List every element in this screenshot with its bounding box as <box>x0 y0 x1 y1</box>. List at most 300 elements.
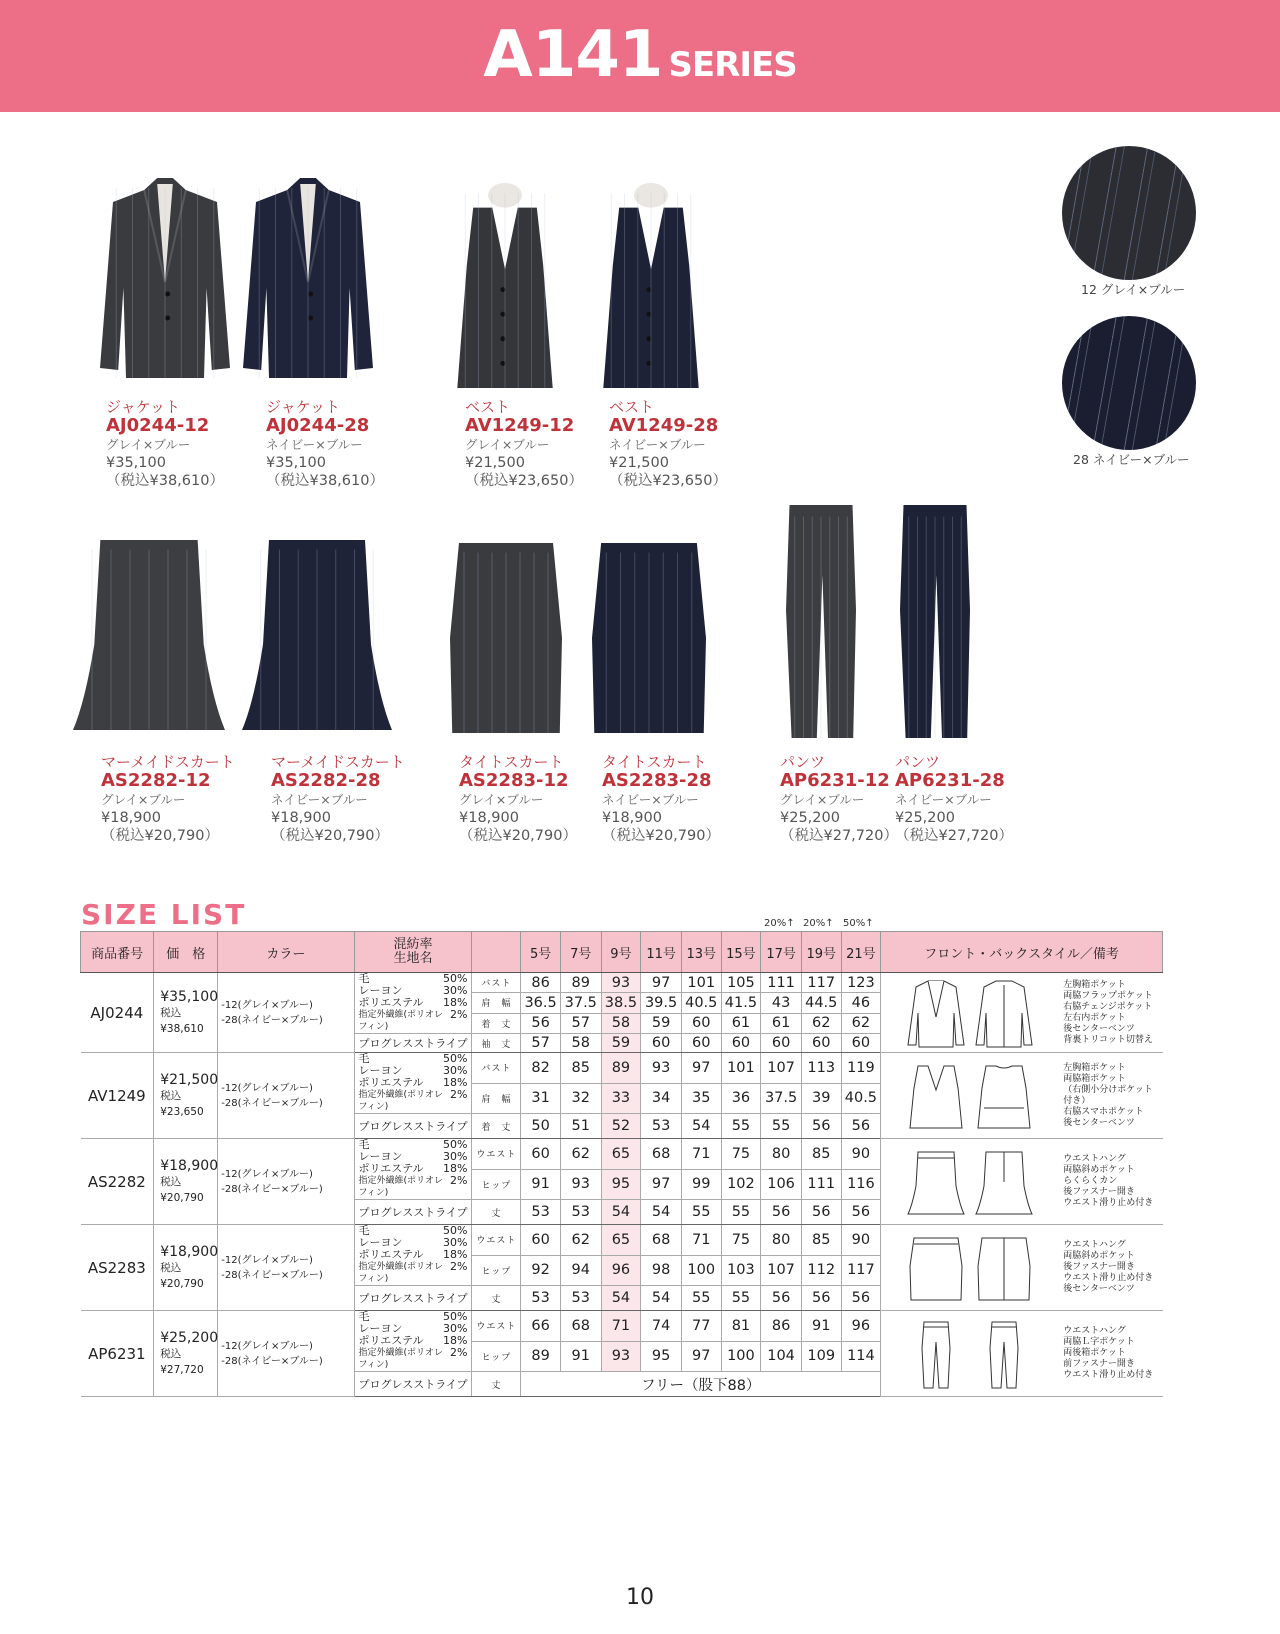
product-price-tax: （税込¥38,610） <box>106 473 224 489</box>
size-value: 117 <box>841 1255 881 1286</box>
product-category: タイトスカート <box>602 753 707 771</box>
style-note: 後ファスナー開き <box>1063 1187 1135 1197</box>
product-caption <box>271 753 405 845</box>
size-value: 71 <box>681 1139 721 1170</box>
product-color: ネイビー×ブルー <box>895 792 992 807</box>
size-value: 54 <box>681 1114 721 1139</box>
product-price: ¥18,900 <box>602 810 662 826</box>
product-color: ネイビー×ブルー <box>602 792 699 807</box>
item-color-12: -12(グレイ×ブルー) <box>221 1254 313 1266</box>
size-row <box>81 1139 1163 1170</box>
style-note: 前ファスナー開き <box>1063 1359 1135 1369</box>
size-value: 112 <box>801 1255 841 1286</box>
item-material <box>354 973 472 1034</box>
size-note-21: 50%↑ <box>843 918 874 929</box>
product-price-tax: （税込¥23,650） <box>465 473 583 489</box>
style-note: ウエストハング <box>1063 1326 1126 1336</box>
series-title: A141 <box>483 18 663 92</box>
size-value: 85 <box>560 1053 601 1084</box>
size-value: 53 <box>560 1200 601 1225</box>
item-price <box>154 1311 218 1397</box>
size-value: 107 <box>761 1053 802 1084</box>
material-name: 毛 <box>358 1310 370 1323</box>
style-note: 両脇フラップポケット <box>1063 990 1153 1001</box>
col-price: 価 格 <box>154 932 218 973</box>
size-value: 55 <box>721 1114 761 1139</box>
size-value: 60 <box>641 1034 682 1053</box>
material-name: レーヨン <box>358 1322 403 1335</box>
product-photo <box>452 183 558 392</box>
material-pct: 2% <box>450 1008 468 1021</box>
item-color-28: -28(ネイビー×ブルー) <box>221 1355 323 1367</box>
item-material <box>354 1225 472 1286</box>
size-value: 61 <box>761 1013 802 1033</box>
product-category: ジャケット <box>266 398 340 416</box>
size-value: 32 <box>560 1083 601 1114</box>
material-name: 指定外繊維(ポリオレフィン) <box>358 1262 443 1284</box>
product-code: AP6231-12 <box>780 770 890 791</box>
size-value: 37.5 <box>560 993 601 1013</box>
product-photo <box>100 178 230 382</box>
product-caption <box>266 398 384 490</box>
product-code: AV1249-12 <box>465 415 575 436</box>
size-value: 60 <box>801 1034 841 1053</box>
material-name: 毛 <box>358 1138 370 1151</box>
measure-label: 着 丈 <box>472 1013 521 1033</box>
material-name: ポリエステル <box>358 1162 424 1175</box>
item-colors <box>218 1225 354 1311</box>
style-notes <box>1059 1240 1153 1295</box>
fabric-name: プログレスストライプ <box>354 1114 472 1139</box>
size-table <box>80 931 1163 1397</box>
size-value: 74 <box>641 1311 682 1342</box>
item-price-value: ¥21,500 <box>160 1071 219 1088</box>
product-color: グレイ×ブルー <box>106 437 191 452</box>
product-code: AS2283-28 <box>602 770 712 791</box>
size-value: 53 <box>560 1286 601 1311</box>
item-color-12: -12(グレイ×ブルー) <box>221 1168 313 1180</box>
size-value: 75 <box>721 1139 761 1170</box>
size-row <box>81 1311 1163 1342</box>
measure-label: 丈 <box>472 1372 521 1397</box>
size-value: 56 <box>801 1200 841 1225</box>
col-size-7: 7号 <box>560 932 601 973</box>
size-value: 86 <box>521 973 561 993</box>
size-value: 40.5 <box>841 1083 881 1114</box>
size-value: 85 <box>801 1139 841 1170</box>
size-value: 105 <box>721 973 761 993</box>
size-value: 54 <box>641 1286 682 1311</box>
garment-sketch <box>881 1060 1059 1132</box>
material-pct: 30% <box>443 1236 468 1249</box>
measure-label: ヒップ <box>472 1169 521 1200</box>
product-photo <box>243 178 373 382</box>
size-value: 116 <box>841 1169 881 1200</box>
product-category: ベスト <box>609 398 655 416</box>
size-value: 91 <box>801 1311 841 1342</box>
item-price <box>154 973 218 1053</box>
size-value: 109 <box>801 1341 841 1372</box>
size-value: 55 <box>761 1114 802 1139</box>
product-caption <box>101 753 235 845</box>
material-pct: 50% <box>443 1052 468 1065</box>
size-value: 53 <box>641 1114 682 1139</box>
material-pct: 18% <box>443 1162 468 1175</box>
size-value: 80 <box>761 1225 802 1256</box>
size-value: 56 <box>801 1114 841 1139</box>
size-row <box>81 1225 1163 1256</box>
item-price-tax: 税込¥38,610 <box>160 1006 204 1035</box>
garment-sketch <box>881 1318 1059 1390</box>
size-value: 62 <box>841 1013 881 1033</box>
material-pct: 50% <box>443 1224 468 1237</box>
item-colors <box>218 1053 354 1139</box>
size-value: 92 <box>521 1255 561 1286</box>
size-value: 60 <box>841 1034 881 1053</box>
product-price-tax: （税込¥20,790） <box>101 828 219 844</box>
size-value: 66 <box>521 1311 561 1342</box>
product-category: タイトスカート <box>459 753 564 771</box>
style-note: ウエストハング <box>1063 1154 1126 1164</box>
size-value: 77 <box>681 1311 721 1342</box>
item-price-value: ¥25,200 <box>160 1329 219 1346</box>
col-size-15: 15号 <box>721 932 761 973</box>
item-price-value: ¥35,100 <box>160 988 219 1005</box>
size-value: 37.5 <box>761 1083 802 1114</box>
size-value: 60 <box>521 1225 561 1256</box>
material-name: 指定外繊維(ポリオレフィン) <box>358 1090 443 1112</box>
product-code: AS2282-28 <box>271 770 381 791</box>
size-value: 55 <box>681 1200 721 1225</box>
size-value: 68 <box>560 1311 601 1342</box>
size-value: 101 <box>721 1053 761 1084</box>
size-value: 90 <box>841 1139 881 1170</box>
material-pct: 18% <box>443 1076 468 1089</box>
size-value: 123 <box>841 973 881 993</box>
product-price: ¥35,100 <box>266 455 326 471</box>
fabric-name: プログレスストライプ <box>354 1286 472 1311</box>
size-value: 60 <box>761 1034 802 1053</box>
material-pct: 50% <box>443 972 468 985</box>
size-value: 62 <box>801 1013 841 1033</box>
size-value: 68 <box>641 1225 682 1256</box>
item-price-tax: 税込¥23,650 <box>160 1089 204 1118</box>
size-value: 119 <box>841 1053 881 1084</box>
product-photo <box>786 505 856 742</box>
item-price-value: ¥18,900 <box>160 1157 219 1174</box>
style-note: 右脇チェンジポケット <box>1063 1001 1153 1012</box>
product-photo <box>450 543 562 737</box>
col-size-9: 9号 <box>601 932 641 973</box>
size-value: 57 <box>521 1034 561 1053</box>
product-caption <box>780 753 898 845</box>
material-pct: 18% <box>443 1248 468 1261</box>
size-value: 54 <box>601 1286 641 1311</box>
size-value: 50 <box>521 1114 561 1139</box>
size-value: 55 <box>721 1286 761 1311</box>
material-name: 指定外繊維(ポリオレフィン) <box>358 1348 443 1370</box>
product-category: パンツ <box>895 753 941 771</box>
size-value: 54 <box>601 1200 641 1225</box>
size-value: 39 <box>801 1083 841 1114</box>
material-pct: 2% <box>450 1260 468 1273</box>
material-name: 指定外繊維(ポリオレフィン) <box>358 1176 443 1198</box>
size-value: 44.5 <box>801 993 841 1013</box>
product-price-tax: （税込¥20,790） <box>459 828 577 844</box>
size-value: 71 <box>601 1311 641 1342</box>
size-value: 56 <box>801 1286 841 1311</box>
product-photo <box>73 540 225 734</box>
size-value: 57 <box>560 1013 601 1033</box>
size-value: 34 <box>641 1083 682 1114</box>
size-row <box>81 1053 1163 1084</box>
material-pct: 30% <box>443 1322 468 1335</box>
size-value: 94 <box>560 1255 601 1286</box>
measure-label: バスト <box>472 973 521 993</box>
style-notes <box>1059 1326 1153 1381</box>
size-value: 35 <box>681 1083 721 1114</box>
product-color: グレイ×ブルー <box>465 437 550 452</box>
material-line <box>359 1347 468 1371</box>
swatch-label: 12 グレイ×ブルー <box>1081 282 1186 297</box>
size-value: 86 <box>761 1311 802 1342</box>
size-row <box>81 973 1163 993</box>
product-category: ベスト <box>465 398 511 416</box>
size-value: 41.5 <box>721 993 761 1013</box>
col-size-5: 5号 <box>521 932 561 973</box>
item-style <box>881 1053 1163 1139</box>
style-note: 両後箱ポケット <box>1063 1348 1126 1358</box>
product-caption <box>465 398 583 490</box>
measure-label: 肩 幅 <box>472 1083 521 1114</box>
product-caption <box>602 753 720 845</box>
size-value: 93 <box>601 1341 641 1372</box>
page-number: 10 <box>626 1585 654 1610</box>
item-code: AV1249 <box>81 1053 154 1139</box>
style-note: ウエスト滑り止め付き <box>1063 1370 1154 1380</box>
fabric-swatch <box>1062 316 1196 450</box>
material-pct: 18% <box>443 996 468 1009</box>
size-table-header <box>81 932 1163 973</box>
size-value: 60 <box>681 1013 721 1033</box>
material-pct: 30% <box>443 984 468 997</box>
size-value: 36 <box>721 1083 761 1114</box>
size-value: 36.5 <box>521 993 561 1013</box>
size-value: 93 <box>641 1053 682 1084</box>
size-value: 96 <box>841 1311 881 1342</box>
product-color: ネイビー×ブルー <box>609 437 706 452</box>
size-value: 97 <box>681 1053 721 1084</box>
style-note: 後ファスナー開き <box>1063 1262 1135 1272</box>
col-code: 商品番号 <box>81 932 154 973</box>
measure-label: 丈 <box>472 1286 521 1311</box>
style-notes <box>1059 1154 1153 1209</box>
product-caption <box>459 753 577 845</box>
product-photo <box>900 505 970 742</box>
item-price-tax: 税込¥20,790 <box>160 1261 204 1290</box>
fabric-name: プログレスストライプ <box>354 1034 472 1053</box>
material-name: ポリエステル <box>358 996 424 1009</box>
size-value: 71 <box>681 1225 721 1256</box>
style-note: 後センターベンツ <box>1063 1117 1135 1128</box>
size-value: 31 <box>521 1083 561 1114</box>
product-photo <box>598 183 704 392</box>
size-value: 62 <box>560 1139 601 1170</box>
size-value: 52 <box>601 1114 641 1139</box>
free-size-value: フリー（股下88） <box>521 1372 881 1397</box>
size-value: 96 <box>601 1255 641 1286</box>
product-category: マーメイドスカート <box>101 753 235 771</box>
product-caption <box>895 753 1013 845</box>
size-value: 62 <box>560 1225 601 1256</box>
size-value: 53 <box>521 1200 561 1225</box>
material-name: ポリエステル <box>358 1248 424 1261</box>
item-code: AP6231 <box>81 1311 154 1397</box>
product-category: ジャケット <box>106 398 180 416</box>
garment-sketch <box>881 1146 1059 1218</box>
measure-label: ウエスト <box>472 1225 521 1256</box>
material-pct: 30% <box>443 1064 468 1077</box>
product-price: ¥18,900 <box>271 810 331 826</box>
size-value: 107 <box>761 1255 802 1286</box>
col-material-label: 混紡率 生地名 <box>393 937 433 966</box>
col-size-13: 13号 <box>681 932 721 973</box>
size-value: 68 <box>641 1139 682 1170</box>
material-pct: 2% <box>450 1088 468 1101</box>
size-value: 65 <box>601 1225 641 1256</box>
material-line <box>359 1009 468 1033</box>
style-note: 左右内ポケット <box>1063 1012 1126 1023</box>
size-value: 56 <box>841 1114 881 1139</box>
size-value: 59 <box>601 1034 641 1053</box>
style-note: 両脇Ｌ字ポケット <box>1063 1337 1135 1347</box>
product-code: AP6231-28 <box>895 770 1005 791</box>
material-pct: 2% <box>450 1346 468 1359</box>
size-value: 39.5 <box>641 993 682 1013</box>
material-name: 毛 <box>358 972 370 985</box>
size-value: 97 <box>641 973 682 993</box>
style-note: ウエスト滑り止め付き <box>1063 1273 1154 1283</box>
product-price: ¥18,900 <box>101 810 161 826</box>
size-value: 89 <box>601 1053 641 1084</box>
item-color-28: -28(ネイビー×ブルー) <box>221 1269 323 1281</box>
material-name: レーヨン <box>358 984 403 997</box>
col-size-11: 11号 <box>641 932 682 973</box>
size-value: 103 <box>721 1255 761 1286</box>
size-value: 56 <box>841 1200 881 1225</box>
item-material <box>354 1311 472 1372</box>
size-value: 82 <box>521 1053 561 1084</box>
garment-sketch <box>881 1232 1059 1304</box>
size-value: 98 <box>641 1255 682 1286</box>
product-category: マーメイドスカート <box>271 753 405 771</box>
product-price-tax: （税込¥38,610） <box>266 473 384 489</box>
measure-label: ウエスト <box>472 1311 521 1342</box>
product-photo <box>592 543 706 737</box>
item-price-value: ¥18,900 <box>160 1243 219 1260</box>
product-price: ¥35,100 <box>106 455 166 471</box>
style-note: ウエスト滑り止め付き <box>1063 1198 1154 1208</box>
style-note: 後センターベンツ <box>1063 1023 1135 1034</box>
size-value: 100 <box>681 1255 721 1286</box>
measure-label: 袖 丈 <box>472 1034 521 1053</box>
size-value: 65 <box>601 1139 641 1170</box>
material-name: ポリエステル <box>358 1334 424 1347</box>
size-value: 54 <box>641 1200 682 1225</box>
item-color-28: -28(ネイビー×ブルー) <box>221 1097 323 1109</box>
col-style: フロント・バックスタイル／備考 <box>881 932 1163 973</box>
item-material <box>354 1139 472 1200</box>
size-value: 89 <box>521 1341 561 1372</box>
item-style <box>881 973 1163 1053</box>
size-list-title: SIZE LIST <box>81 898 247 931</box>
material-pct: 18% <box>443 1334 468 1347</box>
size-value: 90 <box>841 1225 881 1256</box>
col-material <box>354 932 472 973</box>
item-style <box>881 1311 1163 1397</box>
fabric-name: プログレスストライプ <box>354 1200 472 1225</box>
style-note: 背裏トリコット切替え <box>1063 1034 1153 1045</box>
material-pct: 30% <box>443 1150 468 1163</box>
measure-label: ヒップ <box>472 1255 521 1286</box>
style-notes <box>1059 980 1153 1046</box>
material-name: 指定外繊維(ポリオレフィン) <box>358 1010 443 1032</box>
product-price-tax: （税込¥20,790） <box>271 828 389 844</box>
size-value: 38.5 <box>601 993 641 1013</box>
style-note: （右側小分けポケット <box>1063 1084 1153 1095</box>
product-color: グレイ×ブルー <box>780 792 865 807</box>
product-caption <box>609 398 727 490</box>
product-code: AS2283-12 <box>459 770 569 791</box>
style-note: 後センターベンツ <box>1063 1284 1135 1294</box>
item-color-28: -28(ネイビー×ブルー) <box>221 1183 323 1195</box>
size-value: 95 <box>601 1169 641 1200</box>
size-value: 61 <box>721 1013 761 1033</box>
item-material <box>354 1053 472 1114</box>
material-name: ポリエステル <box>358 1076 424 1089</box>
item-price <box>154 1225 218 1311</box>
item-color-28: -28(ネイビー×ブルー) <box>221 1014 323 1026</box>
material-name: 毛 <box>358 1224 370 1237</box>
material-line <box>359 1089 468 1113</box>
item-colors <box>218 973 354 1053</box>
item-style <box>881 1225 1163 1311</box>
size-value: 56 <box>841 1286 881 1311</box>
style-note: ウエストハング <box>1063 1240 1126 1250</box>
product-code: AV1249-28 <box>609 415 719 436</box>
size-value: 101 <box>681 973 721 993</box>
size-value: 111 <box>801 1169 841 1200</box>
product-price: ¥25,200 <box>780 810 840 826</box>
product-price-tax: （税込¥23,650） <box>609 473 727 489</box>
measure-label: 着 丈 <box>472 1114 521 1139</box>
material-line <box>359 1261 468 1285</box>
item-colors <box>218 1139 354 1225</box>
item-colors <box>218 1311 354 1397</box>
size-value: 56 <box>761 1200 802 1225</box>
style-note: 右脇スマホポケット <box>1063 1106 1144 1117</box>
item-price-tax: 税込¥27,720 <box>160 1347 204 1376</box>
col-color: カラー <box>218 932 354 973</box>
size-value: 43 <box>761 993 802 1013</box>
size-value: 59 <box>641 1013 682 1033</box>
style-note: らくらくカン <box>1063 1176 1118 1186</box>
material-name: 毛 <box>358 1052 370 1065</box>
size-value: 99 <box>681 1169 721 1200</box>
size-note-19: 20%↑ <box>803 918 834 929</box>
size-value: 58 <box>601 1013 641 1033</box>
material-pct: 50% <box>443 1310 468 1323</box>
